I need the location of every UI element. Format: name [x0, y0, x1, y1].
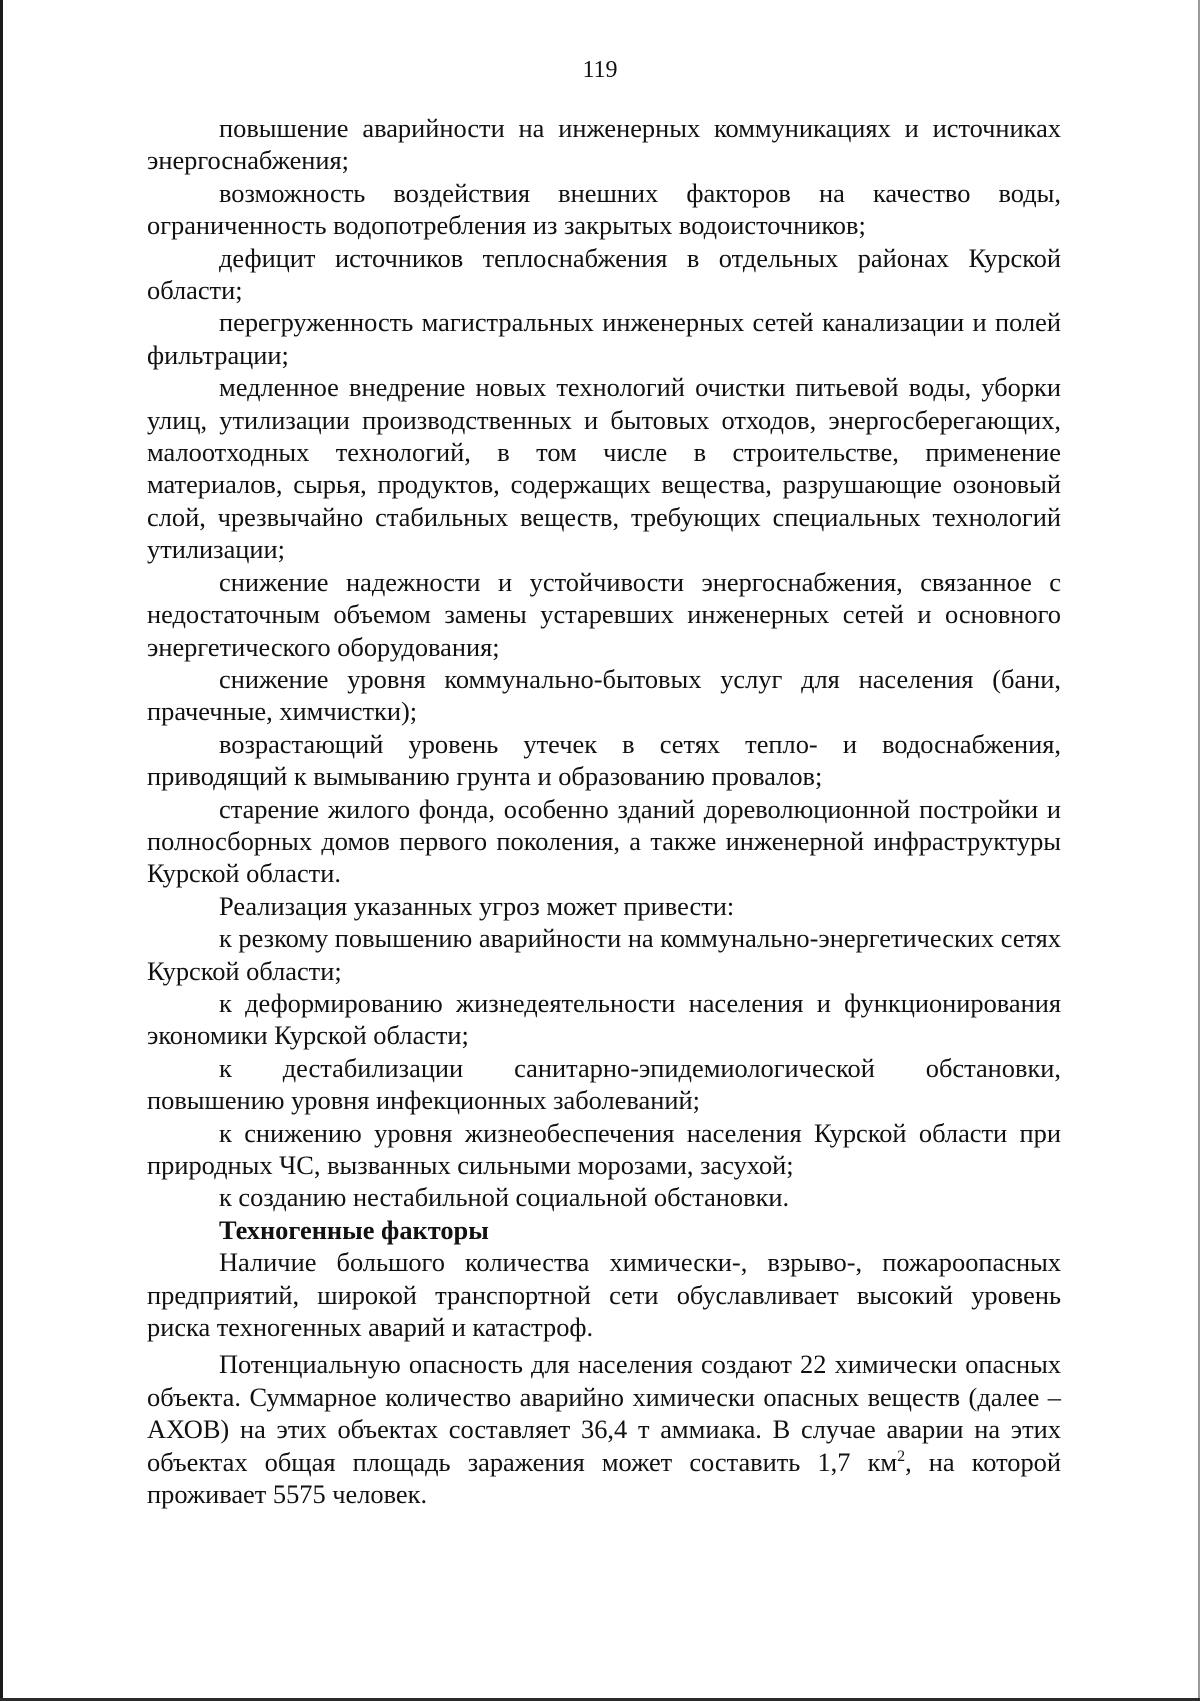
paragraph: Наличие большого количества химически-, взрыво-, пожароопасных предприятий, широкой транспортной сети обуславливает высокий уровень риска техногенных аварий и катастроф. [147, 1247, 1061, 1343]
paragraph: к резкому повышению аварийности на коммунально-энергетических сетях Курской области; [147, 923, 1061, 986]
paragraph-text: Потенциальную опасность для населения создают 22 химически опасных объекта. Суммарное количество аварийно химически опасных веществ (далее – АХОВ) на этих объектах составляет 36,4 т аммиака. В случае аварии на этих объектах общая площадь заражения может составить 1,7 км [147, 1349, 1061, 1477]
section-heading: Техногенные факторы [219, 1214, 489, 1245]
paragraph: повышение аварийности на инженерных коммуникациях и источниках энергоснабжения; [147, 113, 1061, 176]
paragraph: снижение надежности и устойчивости энергоснабжения, связанное с недостаточным объемом замены устаревших инженерных сетей и основного энергетического оборудования; [147, 566, 1061, 662]
paragraph: медленное внедрение новых технологий очистки питьевой воды, уборки улиц, утилизации производственных и бытовых отходов, энергосберегающих, малоотходных технологий, в том числе в строительстве, применение материалов, сырья, продуктов, содержащих вещества, разрушающие озоновый слой, чрезвычайно стабильных веществ, требующих специальных технологий утилизации; [147, 372, 1061, 565]
paragraph: к дестабилизации санитарно-эпидемиологической обстановки, повышению уровня инфекционных заболеваний; [147, 1052, 1061, 1116]
paragraph: возможность воздействия внешних факторов на качество воды, ограниченность водопотребления из закрытых водоисточников; [147, 177, 1061, 241]
page-number: 119 [582, 57, 618, 83]
paragraph: к снижению уровня жизнеобеспечения населения Курской области при природных ЧС, вызванных сильными морозами, засухой; [147, 1117, 1061, 1180]
paragraph-tail: , на которой проживает 5575 человек. [147, 1446, 1061, 1510]
paragraph: к созданию нестабильной социальной обстановки. [219, 1182, 790, 1213]
paragraph: дефицит источников теплоснабжения в отдельных районах Курской области; [147, 242, 1061, 306]
paragraph: снижение уровня коммунально-бытовых услуг для населения (бани, прачечные, химчистки); [147, 663, 1061, 727]
paragraph: к деформированию жизнедеятельности населения и функционирования экономики Курской области; [147, 987, 1061, 1051]
paragraph: Реализация указанных угроз может привести: [219, 890, 735, 921]
paragraph: перегруженность магистральных инженерных сетей канализации и полей фильтрации; [147, 307, 1061, 370]
scan-edge-left [0, 0, 3, 1701]
paragraph-last [147, 1348, 1061, 1510]
paragraph: возрастающий уровень утечек в сетях тепло- и водоснабжения, приводящий к вымыванию грунта и образованию провалов; [147, 728, 1061, 792]
paragraph: старение жилого фонда, особенно зданий дореволюционной постройки и полносборных домов первого поколения, а также инженерной инфраструктуры Курской области. [147, 793, 1061, 889]
superscript: 2 [897, 1447, 906, 1465]
document-body [147, 112, 1061, 1510]
